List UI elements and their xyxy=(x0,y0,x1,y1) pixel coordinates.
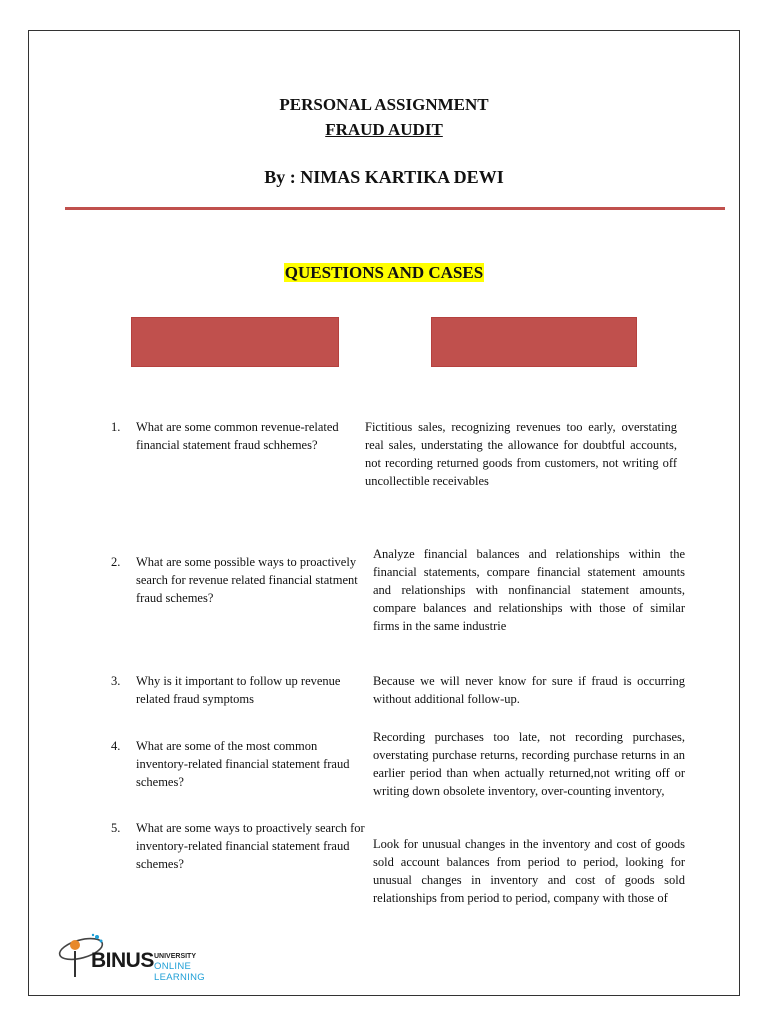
answer-text: Fictitious sales, recognizing revenues too early, overstating real sales, understating the allowance for doubtful accounts, not recording returned goods from customers, not writing off uncollectible receivables xyxy=(365,420,677,488)
header-divider xyxy=(65,207,725,210)
assignment-title: PERSONAL ASSIGNMENT xyxy=(279,95,489,114)
question-number: 5. xyxy=(111,821,121,835)
logo-subtitle: ONLINE LEARNING xyxy=(154,961,205,983)
course-title: FRAUD AUDIT xyxy=(325,120,443,139)
question-number: 2. xyxy=(111,555,121,569)
author-line: By : NIMAS KARTIKA DEWI xyxy=(264,167,504,187)
question-text: Why is it important to follow up revenue related fraud symptoms xyxy=(136,674,341,706)
answers-column-header xyxy=(431,317,637,367)
answer-text: Look for unusual changes in the inventory and cost of goods sold account balances from period to period, looking for unusual changes in inventory and cost of goods sold relationships from period to period, company with those of xyxy=(373,837,685,905)
question-number: 3. xyxy=(111,674,121,688)
question-text: What are some common revenue-related financial statement fraud schhemes? xyxy=(136,420,339,452)
answer-text: Analyze financial balances and relationships within the financial statements, compare financial statement amounts and relationships with nonfinancial statement amounts, compare balances and relationships with those of similar firms in the same industrie xyxy=(373,547,685,633)
question-text: What are some ways to proactively search for inventory-related financial statement fraud schemes? xyxy=(136,821,365,871)
question-text: What are some of the most common inventory-related financial statement fraud schemes? xyxy=(136,739,350,789)
section-title xyxy=(29,263,739,283)
question-number: 1. xyxy=(111,420,121,434)
logo-wordmark: BINUS xyxy=(91,949,154,972)
document-page xyxy=(28,30,740,996)
question-text: What are some possible ways to proactively search for revenue related financial statment fraud schemes? xyxy=(136,555,358,605)
answer-text: Recording purchases too late, not recording purchases, overstating purchase returns, recording purchase returns in an earlier period than when actually returned,not writing off or writing down obsolete inventory, over-counting inventory, xyxy=(373,730,685,798)
answer-text: Because we will never know for sure if fraud is occurring without additional follow-up. xyxy=(373,674,685,706)
logo-university: UNIVERSITY xyxy=(154,953,197,960)
question-number: 4. xyxy=(111,739,121,753)
questions-column-header xyxy=(131,317,339,367)
section-title-text: QUESTIONS AND CASES xyxy=(284,263,484,282)
binus-logo xyxy=(51,927,241,981)
